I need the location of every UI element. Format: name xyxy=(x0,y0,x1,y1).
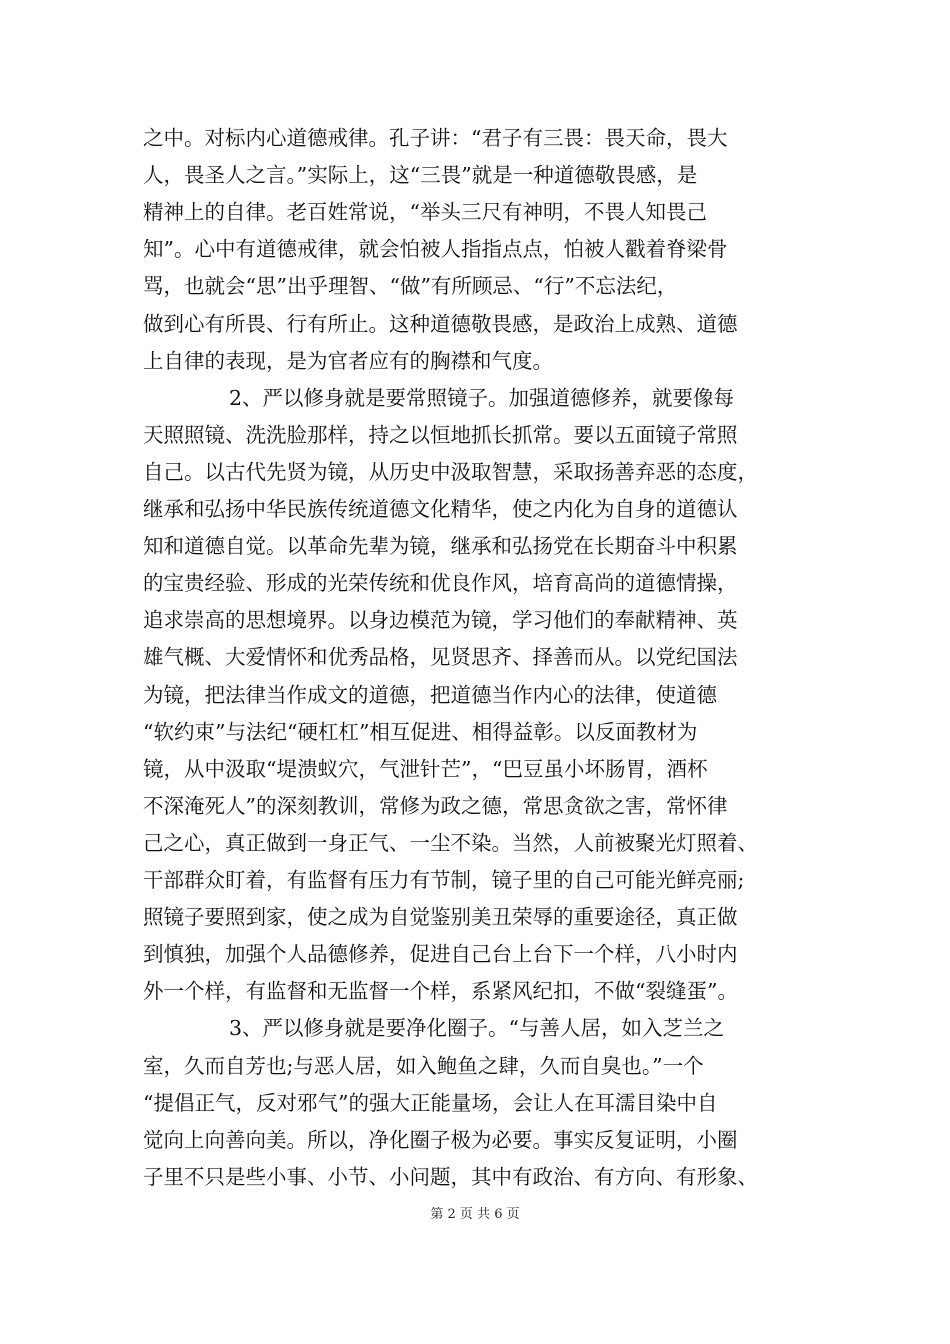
text-line: 自己。以古代先贤为镜，从历史中汲取智慧，采取扬善弃恶的态度， xyxy=(143,459,758,484)
text-line: 照镜子要照到家，使之成为自觉鉴别美丑荣辱的重要途径，真正做 xyxy=(143,905,738,930)
text-line: 镜，从中汲取“堤溃蚁穴，气泄针芒”，“巴豆虽小坏肠胃，酒杯 xyxy=(143,756,708,781)
text-line: 2、严以修身就是要常照镜子。加强道德修养，就要像每 xyxy=(229,385,735,410)
text-line: 为镜，把法律当作成文的道德，把道德当作内心的法律，使道德 xyxy=(143,682,717,707)
text-line: 知和道德自觉。以革命先辈为镜，继承和弘扬党在长期奋斗中积累 xyxy=(143,534,738,559)
text-line: 人，畏圣人之言。”实际上，这“三畏”就是一种道德敬畏感，是 xyxy=(143,163,698,188)
text-line: 追求崇高的思想境界。以身边模范为镜，学习他们的奉献精神、英 xyxy=(143,608,738,633)
text-line: 室，久而自芳也;与恶人居，如入鲍鱼之肆，久而自臭也。”一个 xyxy=(143,1053,704,1078)
text-line: 雄气概、大爱情怀和优秀品格，见贤思齐、择善而从。以党纪国法 xyxy=(143,645,738,670)
text-line: 己之心，真正做到一身正气、一尘不染。当然，人前被聚光灯照着、 xyxy=(143,830,758,855)
text-line: 上自律的表现，是为官者应有的胸襟和气度。 xyxy=(143,348,553,373)
page-footer: 第 2 页 共 6 页 xyxy=(430,1207,520,1222)
text-line: 子里不只是些小事、小节、小问题，其中有政治、有方向、有形象、 xyxy=(143,1164,758,1189)
text-line: 精神上的自律。老百姓常说，“举头三尺有神明，不畏人知畏己 xyxy=(143,200,707,225)
text-line: “提倡正气，反对邪气”的强大正能量场，会让人在耳濡目染中自 xyxy=(143,1090,718,1115)
text-line: 干部群众盯着，有监督有压力有节制，镜子里的自己可能光鲜亮丽; xyxy=(143,868,745,892)
text-line: 做到心有所畏、行有所止。这种道德敬畏感，是政治上成熟、道德 xyxy=(143,311,738,336)
text-line: 3、严以修身就是要净化圈子。“与善人居，如入芝兰之 xyxy=(229,1016,725,1041)
text-line: 继承和弘扬中华民族传统道德文化精华，使之内化为自身的道德认 xyxy=(143,497,738,521)
text-line: “软约束”与法纪“硬杠杠”相互促进、相得益彰。以反面教材为 xyxy=(143,719,698,744)
text-line: 天照照镜、洗洗脸那样，持之以恒地抓长抓常。要以五面镜子常照 xyxy=(143,422,738,447)
text-line: 的宝贵经验、形成的光荣传统和优良作风，培育高尚的道德情操， xyxy=(143,571,738,596)
text-line: 骂，也就会“思”出乎理智、“做”有所顾忌、“行”不忘法纪， xyxy=(143,274,678,299)
text-line: 不深淹死人”的深刻教训，常修为政之德，常思贪欲之害，常怀律 xyxy=(143,793,728,818)
text-line: 外一个样，有监督和无监督一个样，系紧风纪扣，不做“裂缝蛋”。 xyxy=(143,979,738,1004)
text-line: 觉向上向善向美。所以，净化圈子极为必要。事实反复证明，小圈 xyxy=(143,1127,738,1152)
text-line: 到慎独，加强个人品德修养，促进自己台上台下一个样，八小时内 xyxy=(143,942,738,967)
text-line: 之中。对标内心道德戒律。孔子讲：“君子有三畏：畏天命，畏大 xyxy=(143,126,728,150)
text-line: 知”。心中有道德戒律，就会怕被人指指点点，怕被人戳着脊梁骨 xyxy=(143,237,728,262)
